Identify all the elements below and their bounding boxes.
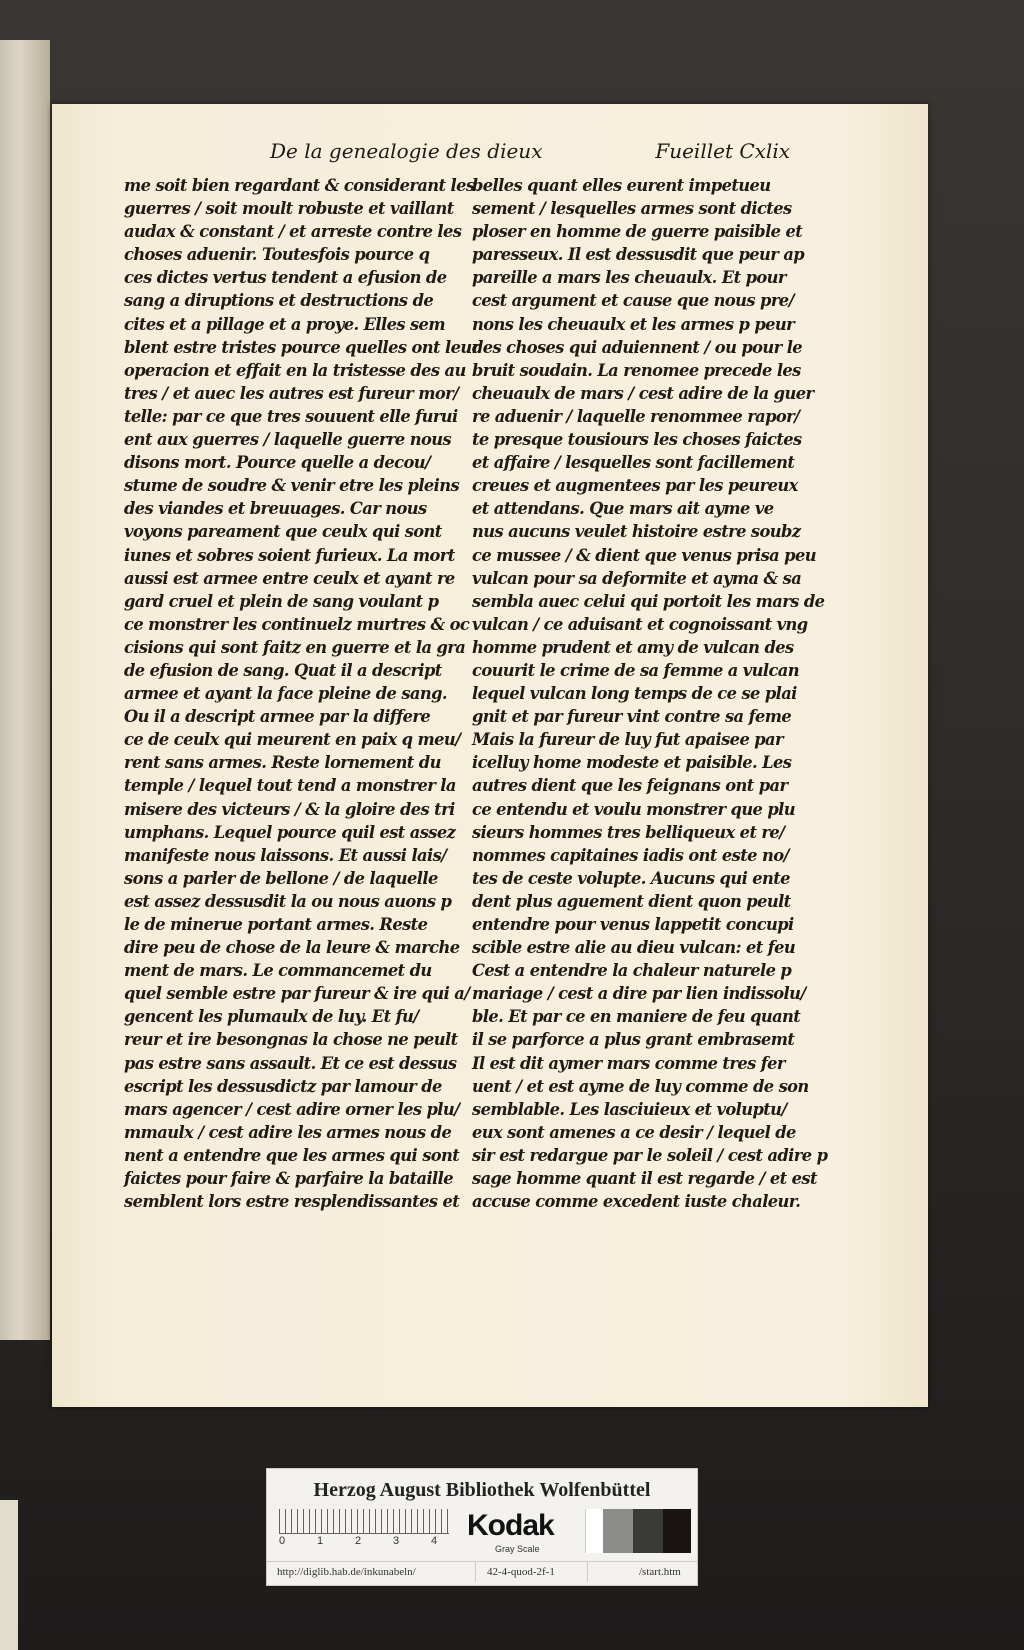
text-line: pareille a mars les cheuaulx. Et pour (472, 268, 786, 288)
text-line: blent estre tristes pource quelles ont leur (124, 337, 480, 357)
text-line: Mais la fureur de luy fut apaisee par (472, 730, 783, 750)
text-line: faictes pour faire & parfaire la bataille (124, 1169, 453, 1189)
divider (475, 1562, 476, 1582)
text-line: couurit le crime de sa femme a vulcan (472, 660, 799, 680)
text-line: autres dient que les feignans ont par (472, 776, 788, 796)
target-footer (267, 1561, 697, 1582)
left-text-column (124, 174, 480, 1213)
text-line: te presque tousiours les choses faictes (472, 430, 802, 450)
text-line: umphans. Lequel pource quil est assez (124, 822, 456, 842)
text-line: cest argument et cause que nous pre/ (472, 291, 794, 311)
text-line: mmaulx / cest adire les armes nous de (124, 1122, 452, 1142)
text-line: sement / lesquelles armes sont dictes (472, 199, 792, 219)
text-line: voyons pareament que ceulx qui sont (124, 522, 442, 542)
text-line: gnit et par fureur vint contre sa feme (472, 707, 792, 727)
text-line: ce monstrer les continuelz murtres & oc (124, 614, 470, 634)
text-line: uent / et est ayme de luy comme de son (472, 1076, 809, 1096)
text-line: entendre pour venus lappetit concupi (472, 915, 794, 934)
start-link: /start.htm (639, 1566, 681, 1578)
text-line: iunes et sobres soient furieux. La mort (124, 545, 455, 565)
text-line: bruit soudain. La renomee precede les (472, 360, 801, 380)
text-line: creues et augmentees par les peureux (472, 476, 798, 496)
text-line: et attendans. Que mars ait ayme ve (472, 499, 774, 519)
text-line: quel semble estre par fureur & ire qui a/ (124, 984, 470, 1004)
text-line: telle: par ce que tres souuent elle furui (124, 406, 458, 426)
text-line: sieurs hommes tres belliqueux et re/ (472, 822, 785, 842)
running-title: De la genealogie des dieux (270, 139, 543, 163)
color-target-card (266, 1468, 698, 1586)
text-line: audax & constant / et arreste contre les (124, 222, 462, 242)
text-line: ces dictes vertus tendent a efusion de (124, 268, 447, 288)
text-line: ploser en homme de guerre paisible et (472, 222, 803, 242)
text-line: de efusion de sang. Quat il a descript (124, 660, 442, 680)
text-line: accuse comme excedent iuste chaleur. (472, 1192, 801, 1212)
text-line: vulcan / ce aduisant et cognoissant vng (472, 614, 808, 634)
text-line: operacion et effait en la tristesse des au (124, 360, 466, 380)
text-line: pas estre sans assault. Et ce est dessus (124, 1053, 457, 1073)
text-line: belles quant elles eurent impetueu (472, 176, 771, 195)
text-line: scible estre alie au dieu vulcan: et feu (472, 938, 796, 958)
gray-scale-label: Gray Scale (495, 1544, 540, 1554)
text-line: tres / et auec les autres est fureur mor/ (124, 383, 459, 403)
text-line: mariage / cest a dire par lien indissolu/ (472, 984, 806, 1004)
measurement-ruler (279, 1509, 449, 1534)
facing-page-edge (0, 40, 50, 1340)
text-line: ce de ceulx qui meurent en paix q meu/ (124, 730, 461, 750)
ruler-number: 1 (317, 1535, 324, 1547)
text-line: nent a entendre que les armes qui sont (124, 1145, 460, 1165)
text-line: eux sont amenes a ce desir / lequel de (472, 1122, 796, 1142)
library-name: Herzog August Bibliothek Wolfenbüttel (313, 1479, 651, 1501)
ruler-number: 3 (393, 1535, 400, 1547)
text-line: cheuaulx de mars / cest adire de la guer (472, 383, 814, 403)
text-line: cisions qui sont faitz en guerre et la gra (124, 637, 466, 657)
gray-patch-white (585, 1509, 604, 1553)
shelfmark: 42-4-quod-2f-1 (487, 1566, 555, 1578)
text-line: il se parforce a plus grant embrasemt (472, 1030, 795, 1050)
text-line: nus aucuns veulet histoire estre soubz (472, 522, 801, 542)
text-line: semblent lors estre resplendissantes et (124, 1192, 460, 1212)
running-header (270, 139, 790, 167)
folio-number: Fueillet Cxlix (655, 139, 790, 163)
text-line: Ou il a descript armee par la differe (124, 707, 431, 727)
text-line: dent plus aguement dient quon peult (472, 891, 791, 911)
text-line: nons les cheuaulx et les armes p peur (472, 314, 795, 334)
text-line: gencent les plumaulx de luy. Et fu/ (124, 1007, 419, 1027)
digital-library-url: http://diglib.hab.de/inkunabeln/ (277, 1566, 416, 1578)
text-line: sir est redargue par le soleil / cest adire p (472, 1145, 828, 1165)
text-line: escript les dessusdictz par lamour de (124, 1076, 442, 1096)
kodak-logo: Kodak (467, 1509, 554, 1542)
text-line: guerres / soit moult robuste et vaillant (124, 199, 454, 219)
text-line: dire peu de chose de la leure & marche (124, 938, 460, 958)
text-line: paresseux. Il est dessusdit que peur ap (472, 245, 805, 265)
text-line: aussi est armee entre ceulx et ayant re (124, 568, 455, 588)
text-line: reur et ire besongnas la chose ne peult (124, 1030, 458, 1050)
text-line: ment de mars. Le commancemet du (124, 961, 432, 981)
text-line: choses aduenir. Toutesfois pource q (124, 245, 430, 265)
text-line: nommes capitaines iadis ont este no/ (472, 845, 789, 865)
text-line: des viandes et breuuages. Car nous (124, 499, 427, 519)
text-line: misere des victeurs / & la gloire des tri (124, 799, 455, 819)
text-line: homme prudent et amy de vulcan des (472, 637, 794, 657)
text-line: me soit bien regardant & considerant les (124, 176, 475, 195)
text-line: ce mussee / & dient que venus prisa peu (472, 545, 816, 565)
text-line: ent aux guerres / laquelle guerre nous (124, 430, 452, 450)
text-line: icelluy home modeste et paisible. Les (472, 753, 792, 773)
divider (587, 1562, 588, 1582)
text-line: disons mort. Pource quelle a decou/ (124, 453, 431, 473)
text-line: des choses qui aduiennent / ou pour le (472, 337, 803, 357)
text-line: ble. Et par ce en maniere de feu quant (472, 1007, 801, 1027)
text-line: temple / lequel tout tend a monstrer la (124, 776, 456, 796)
gray-patch-mid (603, 1509, 633, 1553)
text-line: est assez dessusdit la ou nous auons p (124, 891, 452, 911)
text-line: tes de ceste volupte. Aucuns qui ente (472, 868, 790, 888)
text-line: sons a parler de bellone / de laquelle (124, 868, 438, 888)
text-line: le de minerue portant armes. Reste (124, 915, 428, 934)
text-line: sang a diruptions et destructions de (124, 291, 434, 311)
gray-patch-black (663, 1509, 691, 1553)
text-line: et affaire / lesquelles sont facillement (472, 453, 795, 473)
text-line: rent sans armes. Reste lornement du (124, 753, 441, 773)
facing-page-corner (0, 1500, 18, 1650)
text-line: cites et a pillage et a proye. Elles sem (124, 314, 445, 334)
gray-patch-dark (633, 1509, 663, 1553)
ruler-numbers (279, 1535, 459, 1549)
text-line: Il est dit aymer mars comme tres fer (472, 1053, 785, 1073)
ruler-number: 4 (431, 1535, 438, 1547)
text-line: stume de soudre & venir etre les pleins (124, 476, 460, 496)
text-line: lequel vulcan long temps de ce se plai (472, 684, 797, 704)
text-line: semblable. Les lasciuieux et voluptu/ (472, 1099, 787, 1119)
right-text-column (472, 174, 828, 1213)
text-line: ce entendu et voulu monstrer que plu (472, 799, 795, 819)
text-line: sage homme quant il est regarde / et est (472, 1169, 817, 1189)
text-line: armee et ayant la face pleine de sang. (124, 684, 447, 704)
ruler-number: 2 (355, 1535, 362, 1547)
text-line: mars agencer / cest adire orner les plu/ (124, 1099, 460, 1119)
text-line: Cest a entendre la chaleur naturele p (472, 961, 792, 981)
text-line: re aduenir / laquelle renommee rapor/ (472, 406, 800, 426)
text-line: gard cruel et plein de sang voulant p (124, 591, 439, 611)
text-line: sembla auec celui qui portoit les mars de (472, 591, 825, 611)
text-line: manifeste nous laissons. Et aussi lais/ (124, 845, 447, 865)
text-line: vulcan pour sa deformite et ayma & sa (472, 568, 802, 588)
ruler-number: 0 (279, 1535, 286, 1547)
